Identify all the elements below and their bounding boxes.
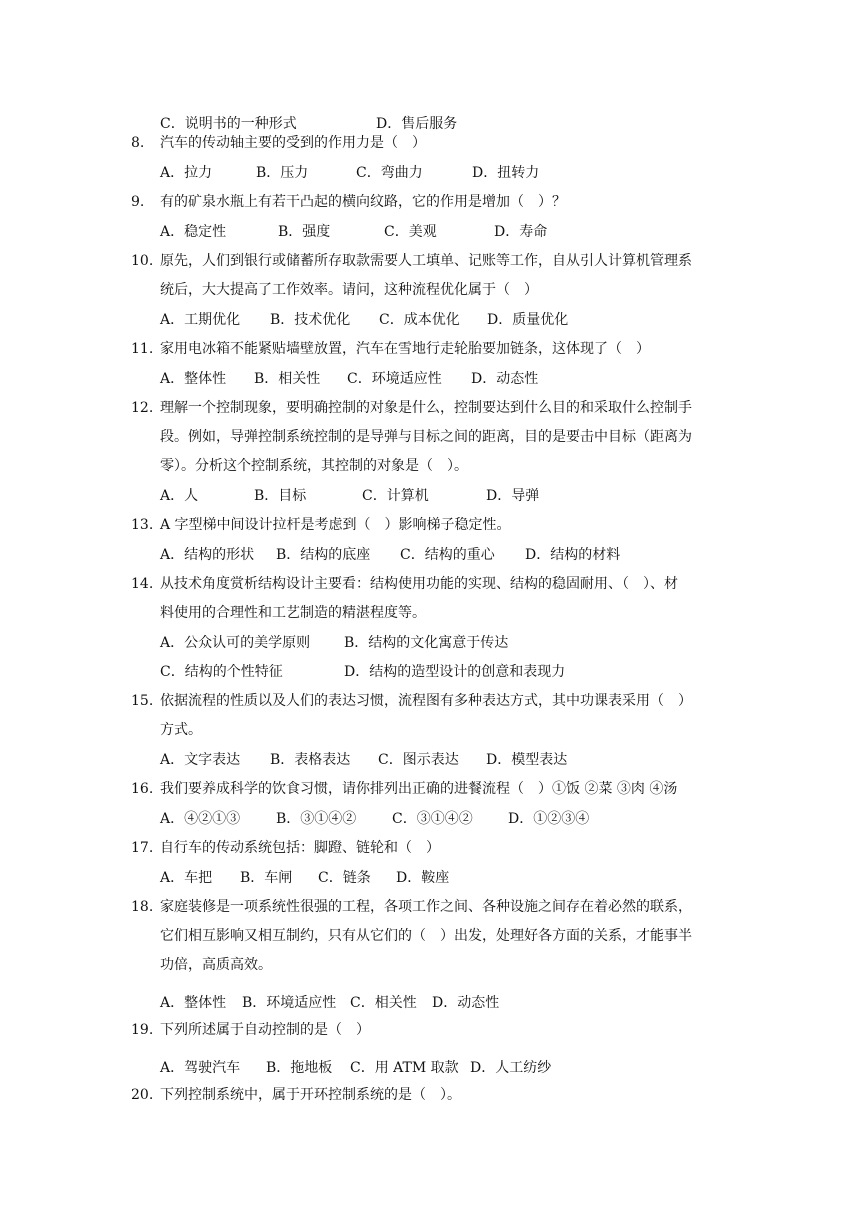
option-choice: C．图示表达	[378, 752, 459, 768]
option-choice: D．导弹	[486, 488, 540, 504]
question-number: 12.	[131, 400, 154, 416]
question-text: 有的矿泉水瓶上有若干凸起的横向纹路，它的作用是增加（ ）？	[160, 194, 566, 210]
option-choice: D．售后服务	[376, 116, 458, 132]
option-choice: A．整体性	[160, 995, 227, 1011]
option-choice: C．③①④②	[392, 811, 473, 827]
question-text: 功倍，高质高效。	[160, 957, 272, 973]
question-text: 零）。分析这个控制系统，其控制的对象是（ ）。	[160, 458, 468, 474]
options-row	[160, 869, 449, 887]
option-choice: B．技术优化	[270, 312, 351, 328]
question-number: 8.	[131, 135, 145, 151]
question-text: 下列所述属于自动控制的是（ ）	[160, 1022, 370, 1038]
option-choice: C．结构的个性特征	[160, 664, 283, 680]
options-row	[160, 223, 547, 241]
options-row	[160, 546, 620, 564]
options-row	[160, 751, 567, 769]
option-choice: B．目标	[254, 488, 307, 504]
option-choice: D．人工纺纱	[470, 1060, 552, 1076]
option-choice: C．相关性	[350, 995, 417, 1011]
option-choice: A．整体性	[160, 371, 227, 387]
option-choice: A．人	[160, 488, 199, 504]
option-choice: B．压力	[256, 165, 309, 181]
option-choice: A．车把	[160, 870, 213, 886]
question-number: 18.	[131, 899, 154, 915]
question-text: A 字型梯中间设计拉杆是考虑到（ ）影响梯子稳定性。	[160, 517, 511, 533]
option-choice: C．成本优化	[379, 312, 460, 328]
option-choice: A．结构的形状	[160, 547, 255, 563]
option-choice: A．稳定性	[160, 224, 227, 240]
options-row	[160, 1059, 551, 1077]
question-number: 15.	[131, 693, 154, 709]
option-choice: A．公众认可的美学原则	[160, 635, 311, 651]
option-choice: B．相关性	[254, 371, 321, 387]
question-number: 20.	[131, 1087, 154, 1103]
option-choice: D．结构的材料	[525, 547, 621, 563]
option-choice: B．强度	[278, 224, 331, 240]
question-number: 9.	[131, 194, 145, 210]
option-choice: D．鞍座	[396, 870, 450, 886]
option-choice: C．结构的重心	[400, 547, 495, 563]
question-text: 料使用的合理性和工艺制造的精湛程度等。	[160, 605, 426, 621]
question-text: 下列控制系统中，属于开环控制系统的是（ ）。	[160, 1087, 461, 1103]
question-number: 11.	[131, 341, 154, 357]
option-choice: B．结构的底座	[276, 547, 371, 563]
question-text: 段。例如，导弹控制系统控制的是导弹与目标之间的距离，目的是要击中目标（距离为	[160, 429, 692, 445]
option-choice: A．驾驶汽车	[160, 1060, 241, 1076]
question-number: 16.	[131, 781, 154, 797]
option-choice: B．环境适应性	[242, 995, 337, 1011]
question-text: 它们相互影响又相互制约，只有从它们的（ ）出发，处理好各方面的关系，才能事半	[160, 928, 692, 944]
question-text: 自行车的传动系统包括：脚蹬、链轮和（ ）	[160, 840, 440, 856]
option-choice: B．结构的文化寓意于传达	[344, 635, 509, 651]
question-number: 19.	[131, 1022, 154, 1038]
question-text: 家庭装修是一项系统性很强的工程，各项工作之间、各种设施之间存在着必然的联系，	[160, 899, 692, 915]
question-text: 我们要养成科学的饮食习惯，请你排列出正确的进餐流程（ ）①饭 ②菜 ③肉 ④汤	[160, 781, 678, 797]
options-row	[160, 810, 589, 828]
options-row	[160, 311, 568, 329]
option-choice: D．质量优化	[487, 312, 569, 328]
option-choice: C．链条	[318, 870, 371, 886]
question-text: 理解一个控制现象，要明确控制的对象是什么，控制要达到什么目的和采取什么控制手	[160, 400, 692, 416]
option-choice: A．文字表达	[160, 752, 241, 768]
option-choice: D．动态性	[432, 995, 500, 1011]
options-row	[160, 115, 457, 133]
option-choice: A．④②①③	[160, 811, 241, 827]
option-choice: B．表格表达	[270, 752, 351, 768]
option-choice: D．模型表达	[486, 752, 568, 768]
options-row	[160, 164, 539, 182]
question-text: 依据流程的性质以及人们的表达习惯，流程图有多种表达方式，其中功课表采用（ ）	[160, 693, 692, 709]
option-choice: C．说明书的一种形式	[160, 116, 297, 132]
question-text: 汽车的传动轴主要的受到的作用力是（ ）	[160, 135, 426, 151]
option-choice: B．车闸	[240, 870, 293, 886]
question-text: 从技术角度赏析结构设计主要看：结构使用功能的实现、结构的稳固耐用、（ ）、材	[160, 576, 678, 592]
question-number: 13.	[131, 517, 154, 533]
option-choice: B．拖地板	[266, 1060, 333, 1076]
options-row	[160, 634, 508, 652]
option-choice: C．环境适应性	[347, 371, 442, 387]
option-choice: C．计算机	[362, 488, 429, 504]
option-choice: B．③①④②	[276, 811, 357, 827]
question-number: 10.	[131, 253, 154, 269]
options-row	[160, 663, 565, 681]
option-choice: C．美观	[384, 224, 437, 240]
option-choice: C．用 ATM 取款	[350, 1060, 459, 1076]
question-number: 14.	[131, 576, 154, 592]
question-number: 17.	[131, 840, 154, 856]
option-choice: D．动态性	[471, 371, 539, 387]
option-choice: C．弯曲力	[356, 165, 423, 181]
option-choice: A．拉力	[160, 165, 213, 181]
question-text: 方式。	[160, 722, 202, 738]
option-choice: A．工期优化	[160, 312, 241, 328]
options-row	[160, 370, 538, 388]
options-row	[160, 487, 539, 505]
question-text: 家用电冰箱不能紧贴墙壁放置，汽车在雪地行走轮胎要加链条，这体现了（ ）	[160, 341, 650, 357]
option-choice: D．结构的造型设计的创意和表现力	[344, 664, 566, 680]
option-choice: D．①②③④	[508, 811, 590, 827]
question-text: 原先，人们到银行或储蓄所存取款需要人工填单、记账等工作，自从引人计算机管理系	[160, 253, 692, 269]
option-choice: D．寿命	[494, 224, 548, 240]
question-text: 统后，大大提高了工作效率。请问，这种流程优化属于（ ）	[160, 282, 538, 298]
options-row	[160, 994, 499, 1012]
option-choice: D．扭转力	[472, 165, 540, 181]
